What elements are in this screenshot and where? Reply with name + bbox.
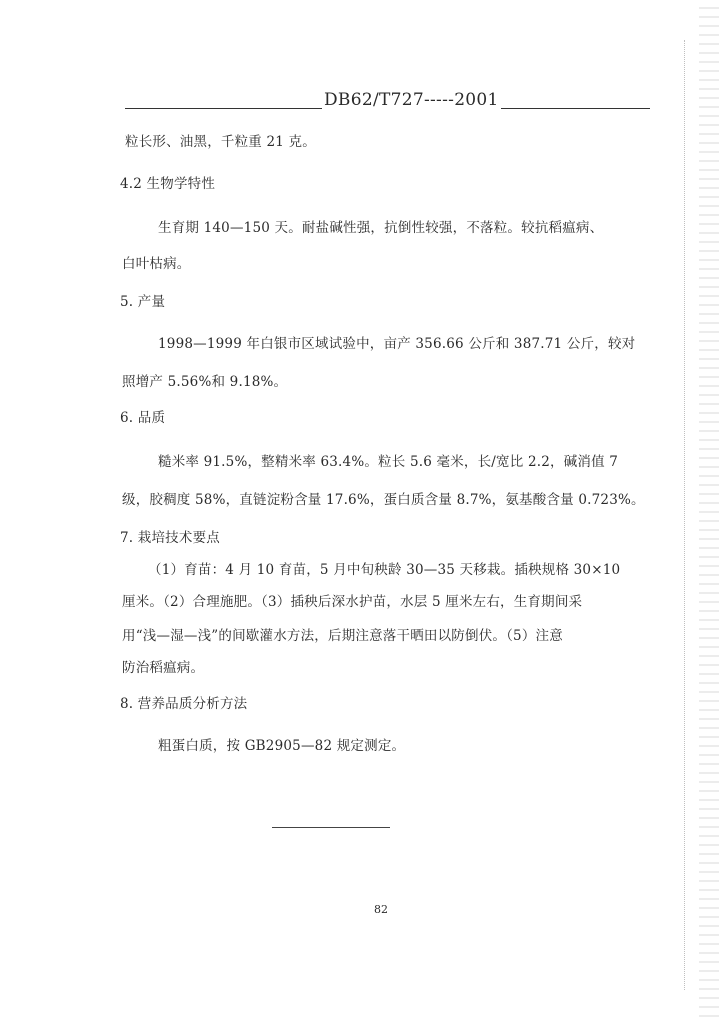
body-line: 厘米。（2）合理施肥。（3）插秧后深水护苗，水层 5 厘米左右，生育期间采 — [122, 594, 583, 610]
body-line: 粗蛋白质，按 GB2905—82 规定测定。 — [158, 738, 406, 754]
scan-edge-artifact — [699, 0, 719, 1024]
body-line: 白叶枯病。 — [122, 256, 191, 272]
body-line: 级，胶稠度 58%，直链淀粉含量 17.6%，蛋白质含量 8.7%，氨基酸含量 0.723%。 — [122, 492, 645, 508]
section-heading: 5. 产量 — [120, 294, 166, 310]
body-line: 生育期 140—150 天。耐盐碱性强，抗倒性较强，不落粒。较抗稻瘟病、 — [158, 220, 604, 236]
section-heading: 4.2 生物学特性 — [120, 176, 216, 192]
scan-fold-line — [684, 40, 685, 990]
standard-code: DB62/T727-----2001 — [324, 90, 499, 110]
body-line: 用“浅—湿—浅”的间歇灌水方法，后期注意落干晒田以防倒伏。（5）注意 — [122, 628, 563, 644]
body-line: （1）育苗：4 月 10 育苗，5 月中旬秧龄 30—35 天移栽。插秧规格 30×10 — [148, 562, 621, 578]
section-heading: 6. 品质 — [120, 410, 166, 426]
body-line: 防治稻瘟病。 — [122, 660, 205, 676]
body-line: 糙米率 91.5%，整精米率 63.4%。粒长 5.6 毫米，长/宽比 2.2，碱消值 7 — [158, 454, 619, 470]
section-heading: 7. 栽培技术要点 — [120, 530, 220, 546]
body-line: 粒长形、油黑，千粒重 21 克。 — [125, 134, 316, 150]
end-rule — [272, 827, 390, 828]
page-number: 82 — [374, 903, 388, 916]
body-line: 照增产 5.56%和 9.18%。 — [122, 374, 288, 390]
body-line: 1998—1999 年白银市区域试验中，亩产 356.66 公斤和 387.71 公斤，较对 — [158, 336, 636, 352]
section-heading: 8. 营养品质分析方法 — [120, 696, 248, 712]
